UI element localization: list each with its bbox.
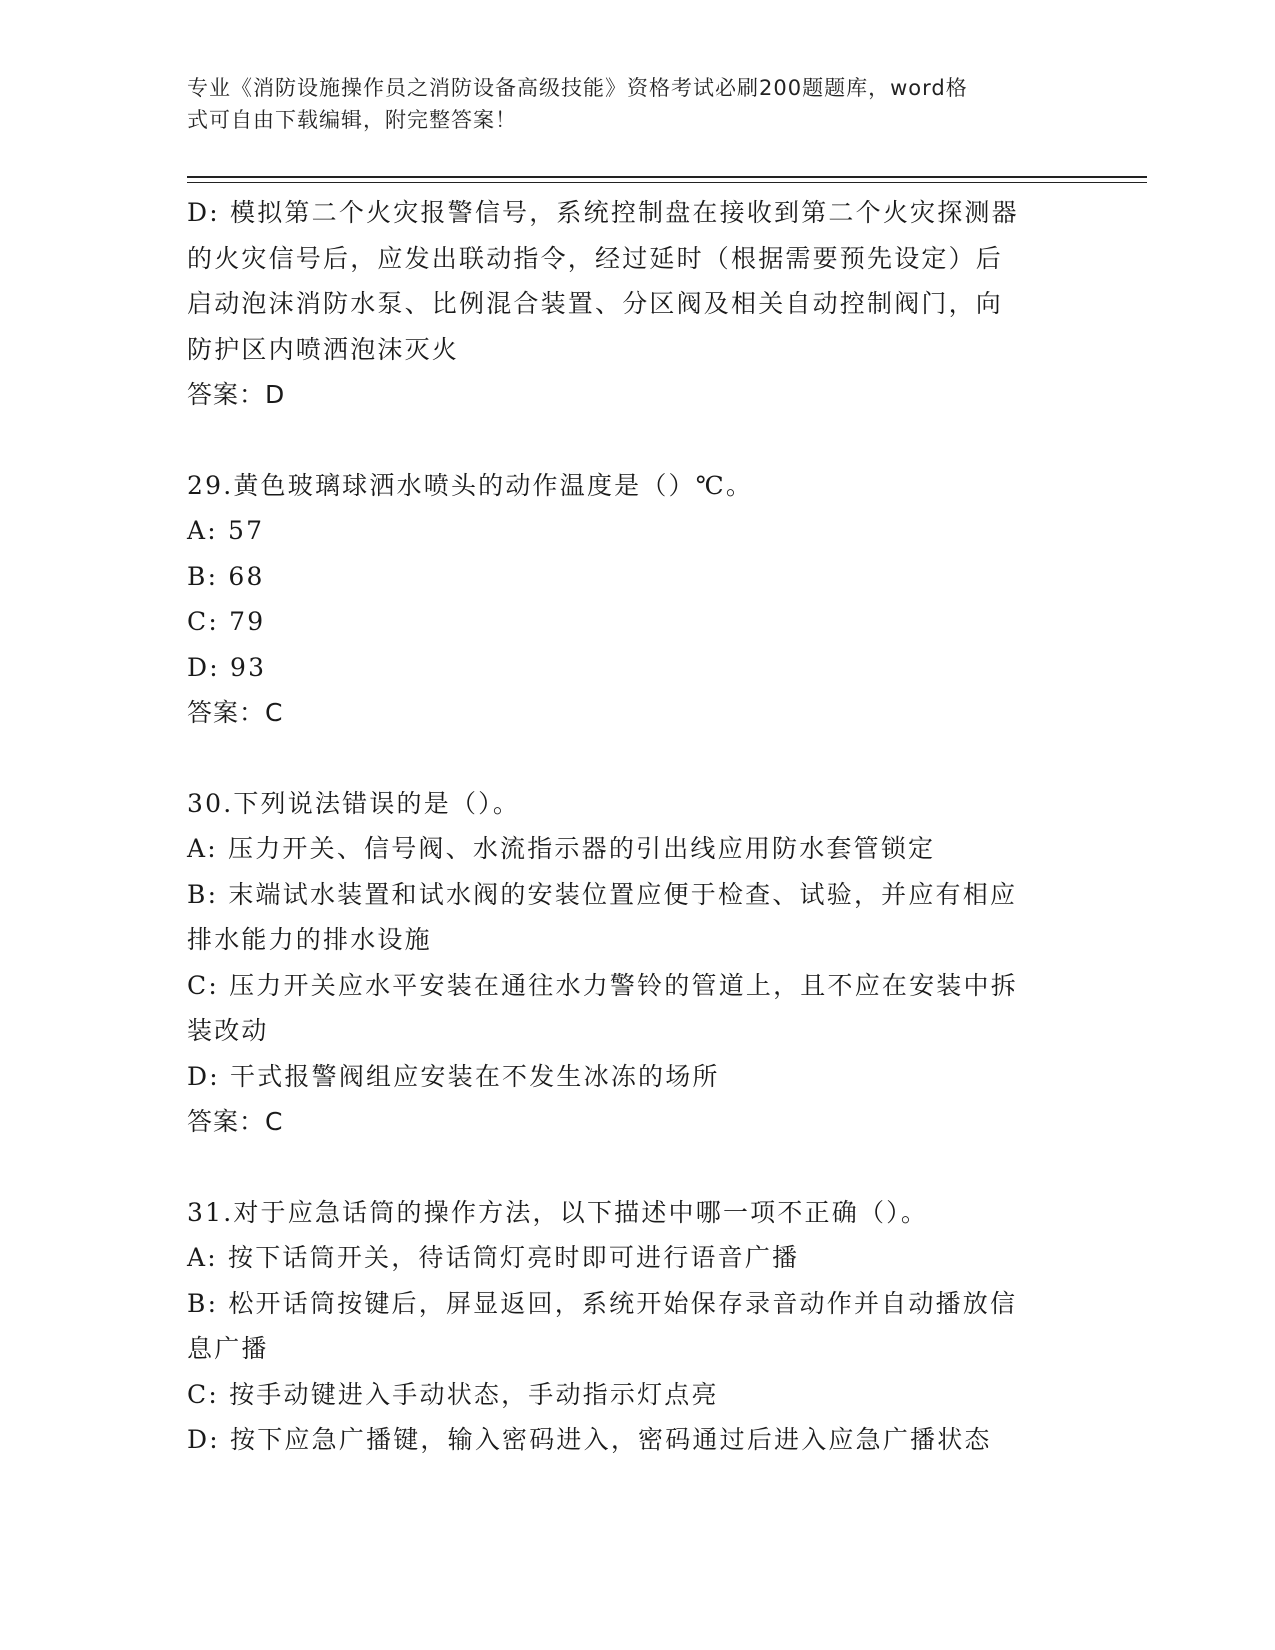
header-divider-thin <box>187 182 1147 183</box>
question-title: 30.下列说法错误的是（）。 <box>187 788 521 818</box>
question-title: 31.对于应急话筒的操作方法，以下描述中哪一项不正确（）。 <box>187 1197 929 1227</box>
continued-question <box>187 190 1087 418</box>
question-content <box>187 190 1087 1508</box>
option-line: D: 按下应急广播键，输入密码进入，密码通过后进入应急广播状态 <box>187 1425 992 1454</box>
option-line: B: 68 <box>187 561 265 591</box>
option-line: B: 松开话筒按键后，屏显返回，系统开始保存录音动作并自动播放信 <box>187 1288 1018 1318</box>
question-title: 29.黄色玻璃球洒水喷头的动作温度是（）℃。 <box>187 470 754 500</box>
question-31 <box>187 1190 1087 1463</box>
option-line: 装改动 <box>187 1016 269 1045</box>
option-line: D: 干式报警阀组应安装在不发生冰冻的场所 <box>187 1061 720 1091</box>
question-29 <box>187 463 1087 736</box>
option-line: 息广播 <box>187 1334 269 1363</box>
answer-line: 答案：D <box>187 380 286 409</box>
option-line: A: 按下话筒开关，待话筒灯亮时即可进行语音广播 <box>187 1243 800 1272</box>
option-line: A: 压力开关、信号阀、水流指示器的引出线应用防水套管锁定 <box>187 834 936 863</box>
option-line: 启动泡沫消防水泵、比例混合装置、分区阀及相关自动控制阀门，向 <box>187 289 1004 318</box>
answer-line: 答案：C <box>187 698 284 727</box>
option-line: 排水能力的排水设施 <box>187 925 432 954</box>
option-line: C: 按手动键进入手动状态，手动指示灯点亮 <box>187 1379 719 1409</box>
option-line: B: 末端试水装置和试水阀的安装位置应便于检查、试验，并应有相应 <box>187 879 1018 909</box>
header-divider-thick <box>187 176 1147 178</box>
option-line: 的火灾信号后，应发出联动指令，经过延时（根据需要预先设定）后 <box>187 243 1004 273</box>
document-header <box>187 72 1067 136</box>
header-line-2: 式可自由下载编辑，附完整答案！ <box>187 108 517 132</box>
option-line: D: 模拟第二个火灾报警信号，系统控制盘在接收到第二个火灾探测器 <box>187 198 1019 227</box>
option-line: C: 压力开关应水平安装在通往水力警铃的管道上，且不应在安装中拆 <box>187 970 1018 1000</box>
option-line: 防护区内喷洒泡沫灭火 <box>187 334 460 364</box>
header-line-1: 专业《消防设施操作员之消防设备高级技能》资格考试必刷200题题库，word格 <box>187 76 968 100</box>
option-line: A: 57 <box>187 516 265 545</box>
question-30 <box>187 781 1087 1145</box>
option-line: C: 79 <box>187 607 266 636</box>
answer-line: 答案：C <box>187 1107 284 1136</box>
option-line: D: 93 <box>187 652 267 682</box>
